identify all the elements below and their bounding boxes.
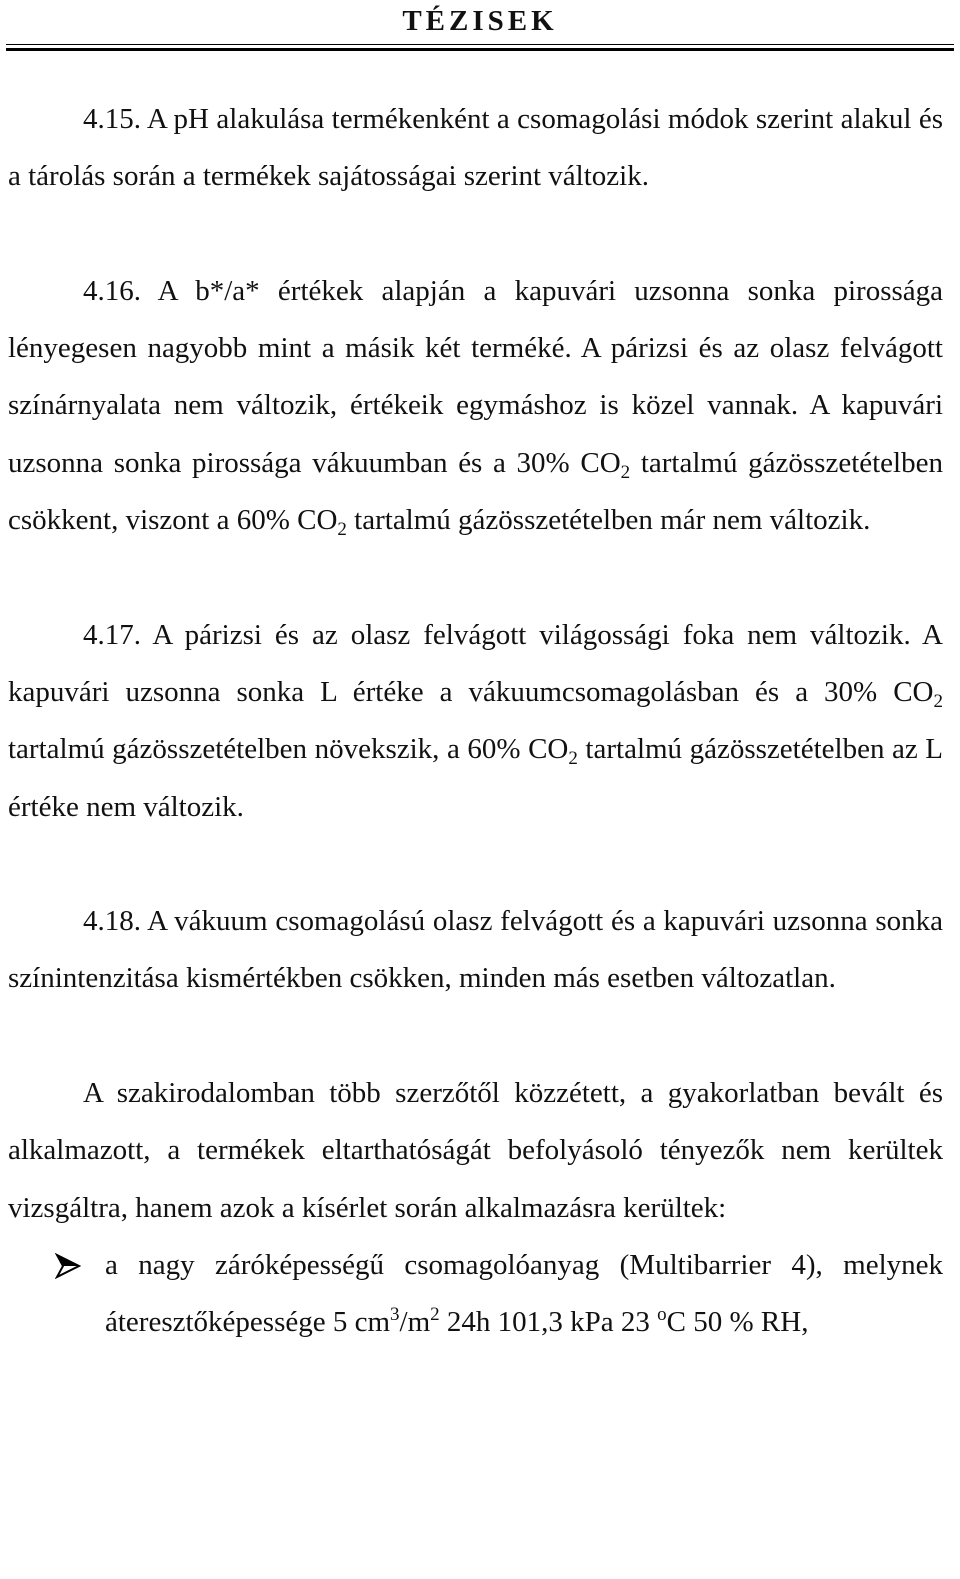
thesis-text: tartalmú gázösszetételben növekszik, a 60% CO <box>8 733 569 766</box>
paragraph-gap <box>8 1008 943 1065</box>
page-header-title: TÉZISEK <box>402 5 558 37</box>
bullet-text: /m <box>399 1306 431 1339</box>
bullet-text: C 50 % RH, <box>666 1306 809 1339</box>
subscript: 2 <box>337 519 347 541</box>
intro-paragraph: A szakirodalomban több szerzőtől közzétett, a gyakorlatban bevált és alkalmazott, a termékek eltarthatóságát befolyásoló tényezők nem kerültek vizsgáltra, hanem azok a kísérlet során alkalmazásra kerültek: <box>8 1077 943 1224</box>
superscript: 3 <box>390 1304 400 1326</box>
thesis-number: 4.15. <box>83 103 141 135</box>
bullet-text: a nagy záróképességű csomagolóanyag (Multibarrier 4), melynek áteresztőképessége 5 cm <box>105 1248 943 1339</box>
paragraph-gap <box>8 206 943 263</box>
subscript: 2 <box>620 461 631 483</box>
thesis-number: 4.16. <box>83 274 141 307</box>
thesis-text: tartalmú gázösszetételben az L értéke nem változik. <box>8 733 943 823</box>
header-rule-thick <box>6 48 954 51</box>
arrowhead-bullet-icon <box>55 1253 81 1279</box>
paragraph-gap <box>8 549 943 606</box>
superscript: o <box>657 1304 667 1326</box>
thesis-number: 4.17. <box>83 618 141 651</box>
thesis-4-15 <box>8 91 943 206</box>
superscript: 2 <box>430 1304 440 1326</box>
thesis-text: A vákuum csomagolású olasz felvágott és a kapuvári uzsonna sonka színintenzitása kismértékben csökken, minden más esetben változatlan. <box>8 905 943 995</box>
bullet-item <box>8 1237 943 1352</box>
document-body <box>8 91 943 1352</box>
subscript: 2 <box>568 748 578 770</box>
thesis-text: A pH alakulása termékenként a csomagolási módok szerint alakul és a tárolás során a termékek sajátosságai szerint változik. <box>8 103 944 193</box>
thesis-text: A párizsi és az olasz felvágott világossági foka nem változik. A kapuvári uzsonna sonka L értéke a vákuumcsomagolásban és a 30% CO <box>8 618 943 708</box>
paragraph-gap <box>8 836 943 893</box>
header-rule-thin <box>6 44 954 45</box>
thesis-4-16 <box>8 263 943 549</box>
thesis-4-18 <box>8 893 943 1008</box>
thesis-text: tartalmú gázösszetételben már nem változik. <box>346 504 871 537</box>
subscript: 2 <box>933 690 943 712</box>
thesis-text: tartalmú gázösszetételben csökkent, viszont a 60% CO <box>8 446 943 537</box>
thesis-number: 4.18. <box>83 905 141 938</box>
bullet-text: 24h 101,3 kPa 23 <box>439 1306 658 1339</box>
thesis-text: A b*/a* értékek alapján a kapuvári uzsonna sonka pirossága lényegesen nagyobb mint a másik két terméké. A párizsi és az olasz felvágott színárnyalata nem változik, értékeik egymáshoz is közel vannak. A kapuvári uzsonna sonka pirossága vákuumban és a 30% CO <box>8 274 944 479</box>
thesis-4-17 <box>8 607 943 836</box>
